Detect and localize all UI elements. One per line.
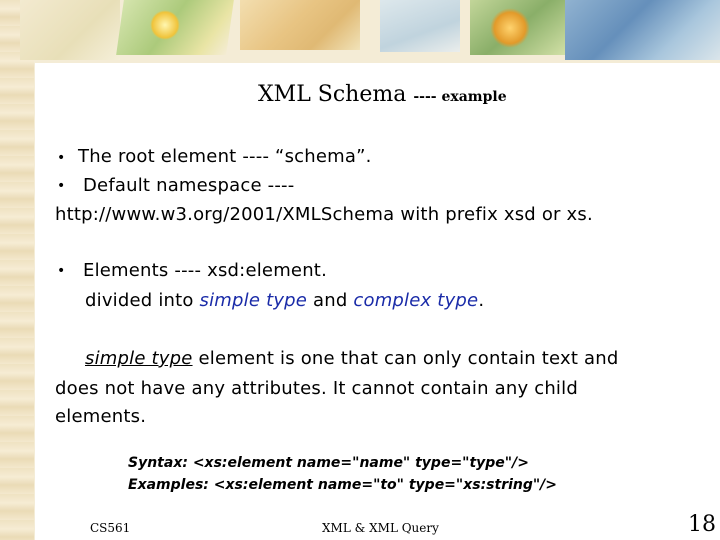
simple-type-heading: simple type <box>85 348 193 369</box>
bullet-3-line2 <box>85 290 484 311</box>
examples-line: Examples: <xs:element name="to" type="xs:string"/> <box>128 477 558 493</box>
paragraph-line2: does not have any attributes. It cannot contain any child <box>55 378 578 399</box>
left-decoration <box>0 0 34 540</box>
bullet-2-line1: Default namespace ---- <box>83 175 295 196</box>
top-banner-decoration <box>0 0 720 62</box>
bullet-icon: • <box>57 263 66 279</box>
page-number: 18 <box>688 512 716 537</box>
paragraph-rest: element is one that can only contain text and <box>192 348 619 369</box>
bullet-icon: • <box>57 178 66 194</box>
bullet-3-end: . <box>478 290 485 311</box>
footer-course: CS561 <box>90 521 131 535</box>
complex-type-term: complex type <box>353 290 479 311</box>
slide-title <box>258 82 507 107</box>
title-sub: ---- example <box>413 89 507 105</box>
bullet-3-line1: Elements ---- xsd:element. <box>83 260 327 281</box>
bullet-3-prefix: divided into <box>85 290 200 311</box>
simple-type-term: simple type <box>199 290 308 311</box>
bullet-icon: • <box>57 150 66 166</box>
footer-title: XML & XML Query <box>322 521 439 535</box>
paragraph-line3: elements. <box>55 406 147 427</box>
bullet-1: The root element ---- “schema”. <box>78 146 372 167</box>
bullet-2-line2: http://www.w3.org/2001/XMLSchema with prefix xsd or xs. <box>55 204 593 225</box>
paragraph-line1 <box>85 348 619 369</box>
title-main: XML Schema <box>258 82 407 107</box>
bullet-3-mid: and <box>307 290 354 311</box>
syntax-line: Syntax: <xs:element name="name" type="type"/> <box>128 455 529 471</box>
